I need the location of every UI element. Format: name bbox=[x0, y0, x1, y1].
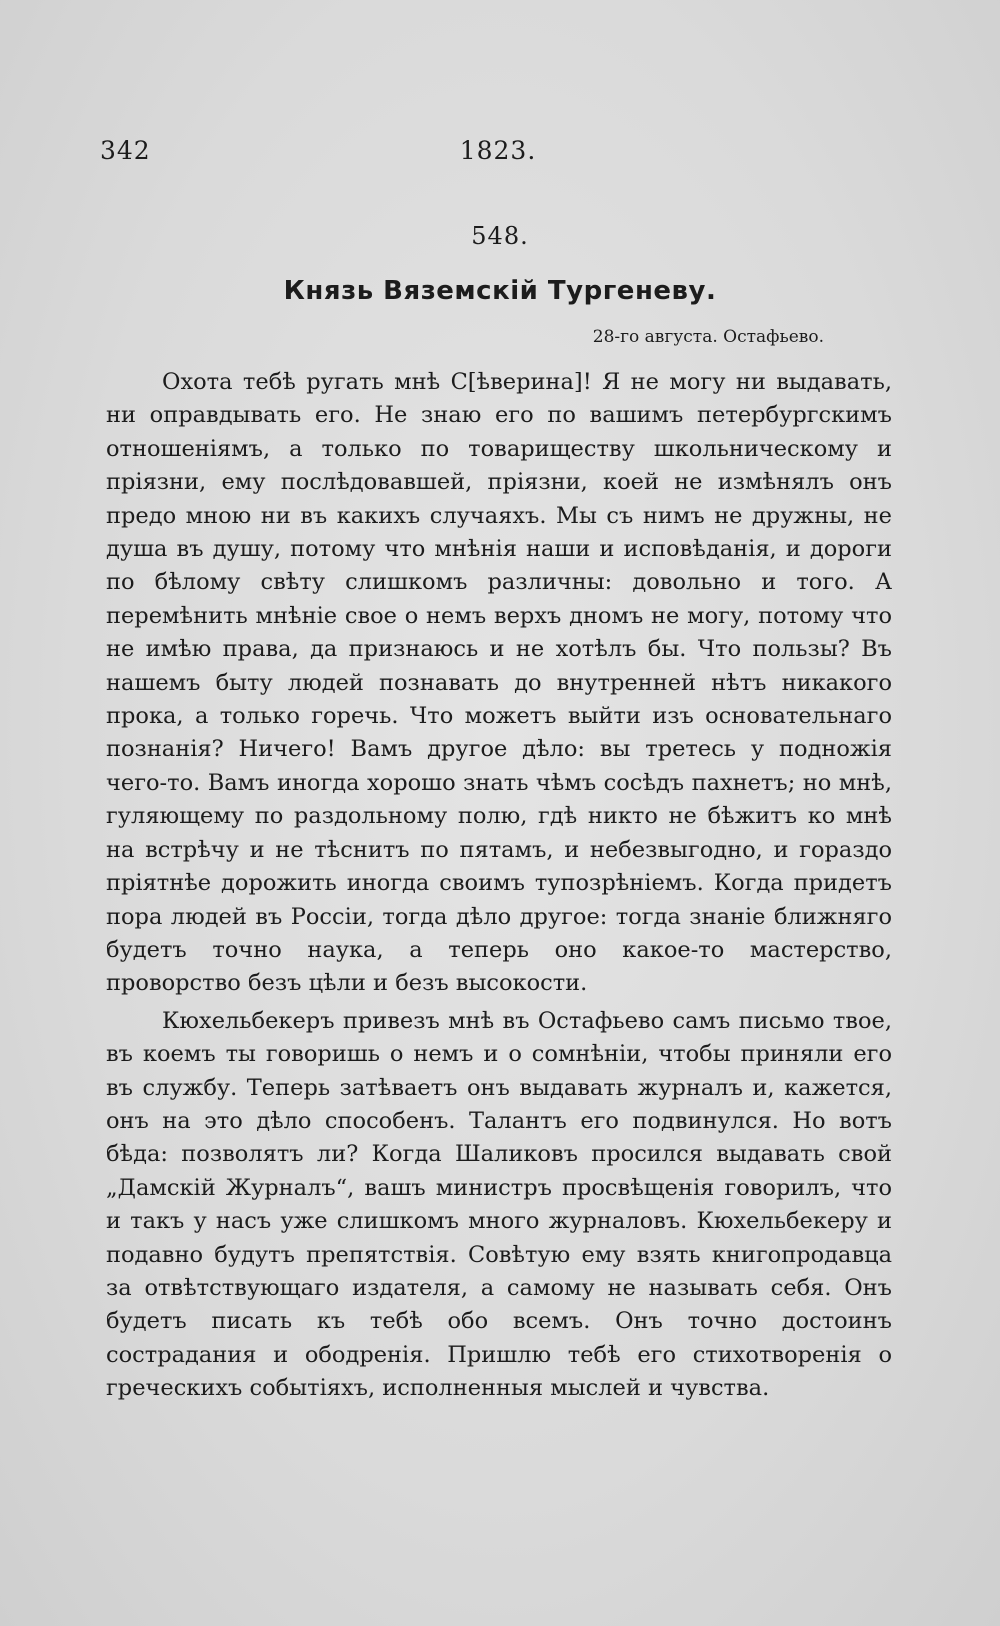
letter-title: Князь Вяземскій Тургеневу. bbox=[283, 276, 717, 306]
running-head-year: 1823. bbox=[459, 136, 537, 165]
body-paragraph: Кюхельбекеръ привезъ мнѣ въ Остафьево самъ письмо твое, въ коемъ ты говоришь о немъ и о сомнѣніи, чтобы приняли его въ службу. Теперь затѣваетъ онъ выдавать журналъ и, кажется, онъ на это дѣло способенъ. Талантъ его подвинулся. Но вотъ бѣда: позволятъ ли? Когда Шаликовъ просился выдавать свой „Дамскій Журналъ“, вашъ министръ просвѣщенія говорилъ, что и такъ у насъ уже слишкомъ много журналовъ. Кюхельбекеру и подавно будутъ препятствія. Совѣтую ему взять книгопродавца за отвѣтствующаго издателя, а самому не называть себя. Онъ будетъ писать къ тебѣ обо всемъ. Онъ точно достоинъ сострадания и ободренія. Пришлю тебѣ его стихотворенія о греческихъ событіяхъ, исполненныя мыслей и чувства. bbox=[106, 1007, 892, 1402]
page-number: 342 bbox=[100, 136, 151, 165]
letter-number: 548. bbox=[471, 222, 529, 250]
letter-body bbox=[106, 366, 892, 1406]
letter-dateline: 28-го августа. Остафьево. bbox=[592, 327, 824, 347]
body-paragraph: Охота тебѣ ругать мнѣ С[ѣверина]! Я не могу ни выдавать, ни оправдывать его. Не знаю его по вашимъ петербургскимъ отношеніямъ, а только по товариществу школьническому и пріязни, ему послѣдовавшей, пріязни, коей не измѣнялъ онъ предо мною ни въ какихъ случаяхъ. Мы съ нимъ не дружны, не душа въ душу, потому что мнѣнія наши и исповѣданія, и дороги по бѣлому свѣту слишкомъ различны: довольно и того. А перемѣнить мнѣніе свое о немъ верхъ дномъ не могу, потому что не имѣю права, да признаюсь и не хотѣлъ бы. Что пользы? Въ нашемъ быту людей познавать до внутренней нѣтъ никакого прока, а только горечь. Что можетъ выйти изъ основательнаго познанія? Ничего! Вамъ другое дѣло: вы третесь у подножія чего-то. Вамъ иногда хорошо знать чѣмъ сосѣдъ пахнетъ; но мнѣ, гуляющему по раздольному полю, гдѣ никто не бѣжитъ ко мнѣ на встрѣчу и не тѣснитъ по пятамъ, и небезвыгодно, и гораздо пріятнѣе дорожить иногда своимъ тупозрѣніемъ. Когда придетъ пора людей въ Россіи, тогда дѣло другое: тогда знаніе ближняго будетъ точно наука, а теперь оно какое-то мастерство, проворство безъ цѣли и безъ высокости. bbox=[106, 369, 892, 997]
page-header bbox=[100, 136, 896, 176]
